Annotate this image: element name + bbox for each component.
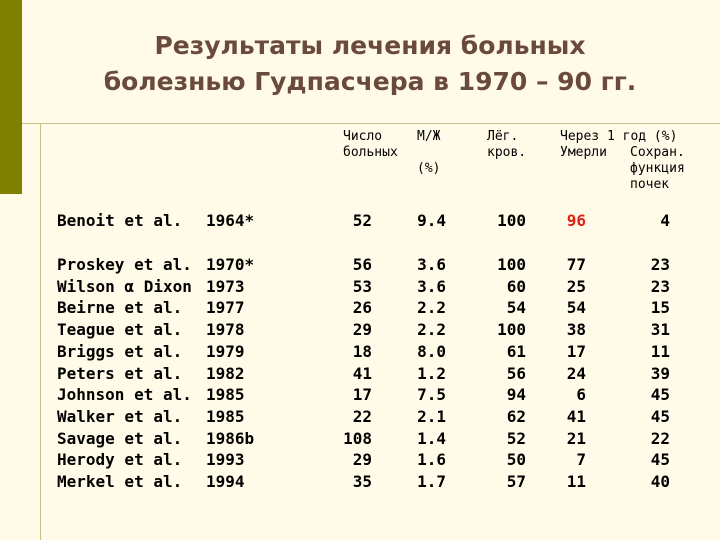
- table-cell-year: 1982: [206, 363, 245, 383]
- table-cell-author: Walker et al.: [57, 406, 183, 426]
- table-cell-author: Proskey et al.: [57, 255, 192, 274]
- table-cell-mf: 1.2: [417, 363, 446, 383]
- first-row-author: Benoit et al.: [57, 211, 183, 230]
- table-cell-kidney-kept: 45: [650, 450, 670, 470]
- table-cell-bleeding: 62: [506, 406, 526, 426]
- table-cell-bleeding: 52: [506, 428, 526, 448]
- table-cell-author: Wilson α Dixon: [57, 276, 192, 296]
- column-authors: [57, 254, 192, 493]
- table-cell-bleeding: 94: [506, 385, 526, 405]
- table-cell-died: 41: [566, 406, 586, 426]
- header-died: Умерли: [560, 145, 607, 160]
- table-cell-died: 77: [566, 255, 586, 274]
- header-patients: Число больных: [343, 129, 398, 160]
- table-cell-year: 1985: [206, 406, 245, 426]
- table-cell-bleeding: 54: [506, 298, 526, 318]
- table-cell-mf: 1.4: [417, 428, 446, 448]
- table-cell-kidney-kept: 23: [650, 255, 670, 274]
- table-cell-author: Johnson et al.: [57, 385, 192, 405]
- table-cell-kidney-kept: 15: [650, 298, 670, 318]
- table-cell-died: 7: [576, 450, 586, 470]
- table-cell-year: 1979: [206, 341, 245, 361]
- table-cell-died: 24: [566, 363, 586, 383]
- table-cell-author: Teague et al.: [57, 320, 183, 340]
- table-cell-author: Herody et al.: [57, 450, 183, 470]
- table-cell-bleeding: 56: [506, 363, 526, 383]
- table-cell-year: 1973: [206, 276, 245, 296]
- first-row-kidney-kept: 4: [660, 211, 670, 230]
- table-cell-year: 1994: [206, 472, 245, 492]
- header-after-one-year: Через 1 год (%): [560, 129, 678, 144]
- table-cell-kidney-kept: 39: [650, 363, 670, 383]
- column-patients: [320, 254, 372, 493]
- table-cell-died: 11: [566, 472, 586, 492]
- table-cell-author: Briggs et al.: [57, 341, 183, 361]
- header-mf: М/Ж (%): [417, 129, 441, 176]
- horizontal-divider: [22, 123, 720, 124]
- table-cell-patients: 22: [352, 406, 372, 426]
- first-row-died: 96: [566, 211, 586, 230]
- table-cell-died: 38: [566, 320, 586, 340]
- table-cell-mf: 1.6: [417, 450, 446, 470]
- column-bleeding: [470, 254, 526, 493]
- title-line-2: болезнью Гудпасчера в 1970 – 90 гг.: [103, 67, 637, 96]
- table-cell-year: 1993: [206, 450, 245, 470]
- slide-title: [30, 28, 710, 100]
- first-row-bleeding: 100: [497, 211, 526, 230]
- table-cell-bleeding: 60: [506, 276, 526, 296]
- table-cell-patients: 29: [352, 320, 372, 340]
- column-died: [540, 254, 586, 493]
- table-cell-bleeding: 61: [506, 341, 526, 361]
- table-cell-kidney-kept: 45: [650, 385, 670, 405]
- table-cell-kidney-kept: 31: [650, 320, 670, 340]
- table-cell-author: Peters et al.: [57, 363, 183, 383]
- table-cell-bleeding: 100: [497, 255, 526, 274]
- table-cell-mf: 3.6: [417, 276, 446, 296]
- column-kidney-kept: [620, 254, 670, 493]
- table-cell-patients: 108: [343, 428, 372, 448]
- table-cell-bleeding: 50: [506, 450, 526, 470]
- table-cell-patients: 29: [352, 450, 372, 470]
- decorative-side-bar: [0, 0, 22, 194]
- table-cell-died: 54: [566, 298, 586, 318]
- table-cell-died: 17: [566, 341, 586, 361]
- table-cell-year: 1986b: [206, 428, 255, 448]
- first-row-patients: 52: [352, 211, 372, 230]
- table-cell-patients: 35: [352, 472, 372, 492]
- table-cell-died: 25: [566, 276, 586, 296]
- column-mf: [392, 254, 446, 493]
- first-row-mf: 9.4: [417, 211, 446, 230]
- table-cell-died: 6: [576, 385, 586, 405]
- header-bleeding: Лёг. кров.: [487, 129, 527, 160]
- table-cell-kidney-kept: 45: [650, 406, 670, 426]
- column-years: [206, 254, 254, 493]
- table-cell-author: Merkel et al.: [57, 472, 183, 492]
- table-cell-kidney-kept: 11: [650, 341, 670, 361]
- table-cell-mf: 2.1: [417, 406, 446, 426]
- table-cell-year: 1970*: [206, 255, 255, 274]
- table-cell-patients: 56: [352, 255, 372, 274]
- table-cell-author: Beirne et al.: [57, 298, 183, 318]
- first-row-year: 1964*: [206, 211, 255, 230]
- table-cell-patients: 53: [352, 276, 372, 296]
- table-cell-mf: 1.7: [417, 472, 446, 492]
- table-cell-year: 1977: [206, 298, 245, 318]
- table-cell-year: 1978: [206, 320, 245, 340]
- header-kidney-kept: Сохран. функция почек: [630, 145, 685, 192]
- table-cell-mf: 2.2: [417, 298, 446, 318]
- table-cell-author: Savage et al.: [57, 428, 183, 448]
- table-cell-kidney-kept: 22: [650, 428, 670, 448]
- vertical-divider: [40, 123, 41, 540]
- title-line-1: Результаты лечения больных: [154, 31, 586, 60]
- table-cell-kidney-kept: 40: [650, 472, 670, 492]
- table-cell-bleeding: 100: [497, 320, 526, 340]
- table-cell-patients: 17: [352, 385, 372, 405]
- table-cell-patients: 26: [352, 298, 372, 318]
- table-cell-kidney-kept: 23: [650, 276, 670, 296]
- table-cell-mf: 7.5: [417, 385, 446, 405]
- table-cell-bleeding: 57: [506, 472, 526, 492]
- table-cell-mf: 8.0: [417, 341, 446, 361]
- table-cell-mf: 2.2: [417, 320, 446, 340]
- table-cell-patients: 18: [352, 341, 372, 361]
- table-cell-died: 21: [566, 428, 586, 448]
- table-cell-year: 1985: [206, 385, 245, 405]
- table-cell-mf: 3.6: [417, 255, 446, 274]
- table-cell-patients: 41: [352, 363, 372, 383]
